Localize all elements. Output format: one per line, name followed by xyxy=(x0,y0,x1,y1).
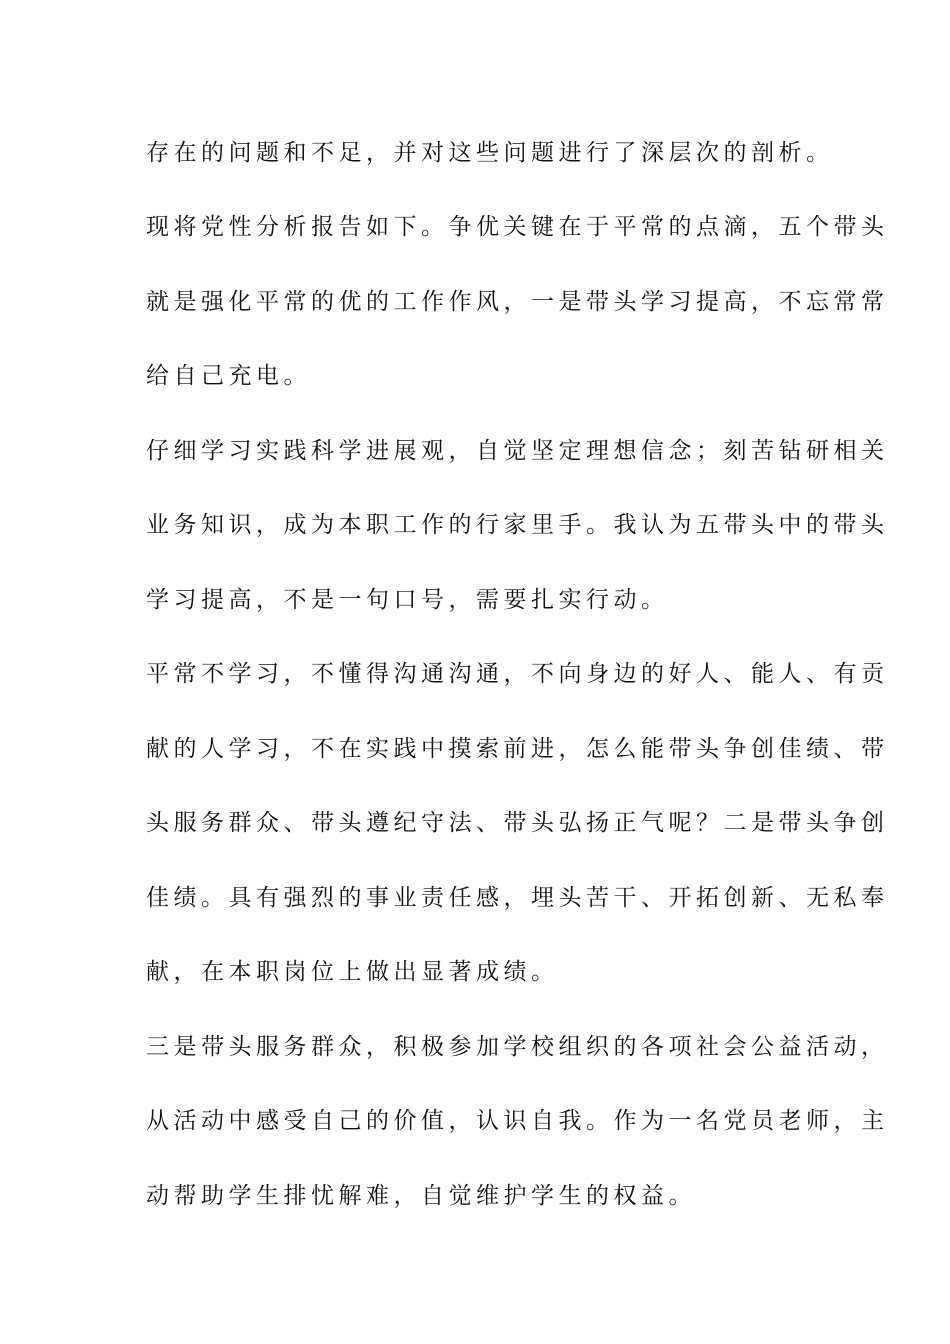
text-line: 平常不学习，不懂得沟通沟通，不向身边的好人、能人、有贡 xyxy=(146,661,889,687)
text-line: 现将党性分析报告如下。争优关键在于平常的点滴，五个带头 xyxy=(146,214,889,240)
text-line: 就是强化平常的优的工作作风，一是带头学习提高，不忘常常 xyxy=(146,289,889,315)
text-line: 业务知识，成为本职工作的行家里手。我认为五带头中的带头 xyxy=(146,512,889,538)
text-line: 三是带头服务群众，积极参加学校组织的各项社会公益活动， xyxy=(146,1034,889,1060)
text-line: 学习提高，不是一句口号，需要扎实行动。 xyxy=(146,587,669,613)
text-line: 头服务群众、带头遵纪守法、带头弘扬正气呢？二是带头争创 xyxy=(146,810,889,836)
text-line: 献的人学习，不在实践中摸索前进，怎么能带头争创佳绩、带 xyxy=(146,736,889,762)
text-line: 动帮助学生排忧解难，自觉维护学生的权益。 xyxy=(146,1183,696,1209)
text-line: 存在的问题和不足，并对这些问题进行了深层次的剖析。 xyxy=(146,140,834,166)
text-line: 佳绩。具有强烈的事业责任感，埋头苦干、开拓创新、无私奉 xyxy=(146,885,889,911)
text-line: 献，在本职岗位上做出显著成绩。 xyxy=(146,959,559,985)
text-line: 仔细学习实践科学进展观，自觉坚定理想信念；刻苦钻研相关 xyxy=(146,438,889,464)
text-line: 给自己充电。 xyxy=(146,363,311,389)
text-line: 从活动中感受自己的价值，认识自我。作为一名党员老师，主 xyxy=(146,1108,889,1134)
